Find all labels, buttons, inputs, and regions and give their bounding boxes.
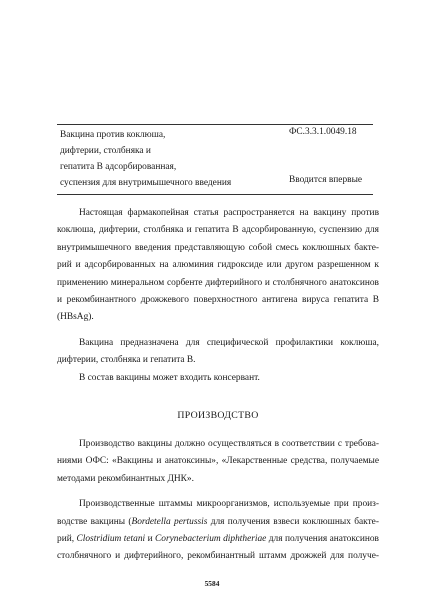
paragraph-line: применению минеральном сорбенте дифтерийного и столбнячного анатоксинов: [57, 277, 379, 288]
header-top-rule: [57, 124, 373, 125]
monograph-note: Вводится впервые: [289, 175, 363, 185]
title-line: дифтерии, столбняка и: [60, 146, 151, 156]
species-name: Clostridium tetani: [76, 534, 146, 545]
paragraph-line: ниями ОФС: «Вакцины и анатоксины», «Лекарственные средства, получаемые: [57, 456, 379, 467]
paragraph-line: рий, Clostridium tetani и Corynebacterium diphtheriae для получения анатоксинов: [57, 534, 379, 545]
species-name: Bordetella pertussis: [131, 516, 208, 527]
paragraph-line: рий и адсорбированных на алюминия гидроксиде или другом разрешенном к: [57, 260, 379, 271]
intro-section: [57, 205, 379, 387]
monograph-title: [60, 127, 280, 191]
paragraph-line: коклюша, дифтерии, столбняка и гепатита В адсорбированную, суспензию для: [57, 225, 379, 236]
monograph-code: ФС.3.3.1.0049.18: [289, 127, 357, 137]
paragraph-line: водстве вакцины (Bordetella pertussis для получения взвеси коклюшных бакте-: [57, 516, 379, 527]
paragraph-line: (HBsAg).: [57, 312, 94, 323]
paragraph-line: методами рекомбинантных ДНК».: [57, 473, 194, 484]
section-heading-production: ПРОИЗВОДСТВО: [177, 410, 259, 421]
paragraph-line: и рекомбинантного дрожжевого поверхностного антигена вируса гепатита В: [57, 295, 379, 306]
header-bottom-rule: [57, 194, 373, 195]
paragraph-line: дифтерии, столбняка и гепатита В.: [57, 355, 196, 366]
production-section: [57, 436, 379, 566]
species-name: Corynebacterium diphtheriae: [155, 534, 267, 545]
title-line: суспензия для внутримышечного введения: [60, 178, 232, 188]
paragraph-line: В состав вакцины может входить консервант.: [79, 372, 260, 383]
page-number: 5584: [204, 579, 220, 588]
paragraph-line: столбнячного и дифтерийного, рекомбинантный штамм дрожжей для получе-: [57, 551, 379, 562]
paragraph-line: Производственные штаммы микроорганизмов, используемые при произ-: [79, 499, 379, 510]
title-line: Вакцина против коклюша,: [60, 130, 166, 140]
paragraph-line: Вакцина предназначена для специфической профилактики коклюша,: [79, 337, 379, 348]
paragraph-line: Производство вакцины должно осуществляться в соответствии с требова-: [79, 439, 379, 449]
paragraph-line: Настоящая фармакопейная статья распространяется на вакцину против: [79, 208, 379, 218]
paragraph-line: внутримышечного введения представляющую собой смесь коклюшных бакте-: [57, 242, 379, 253]
title-line: гепатита В адсорбированная,: [60, 162, 177, 172]
